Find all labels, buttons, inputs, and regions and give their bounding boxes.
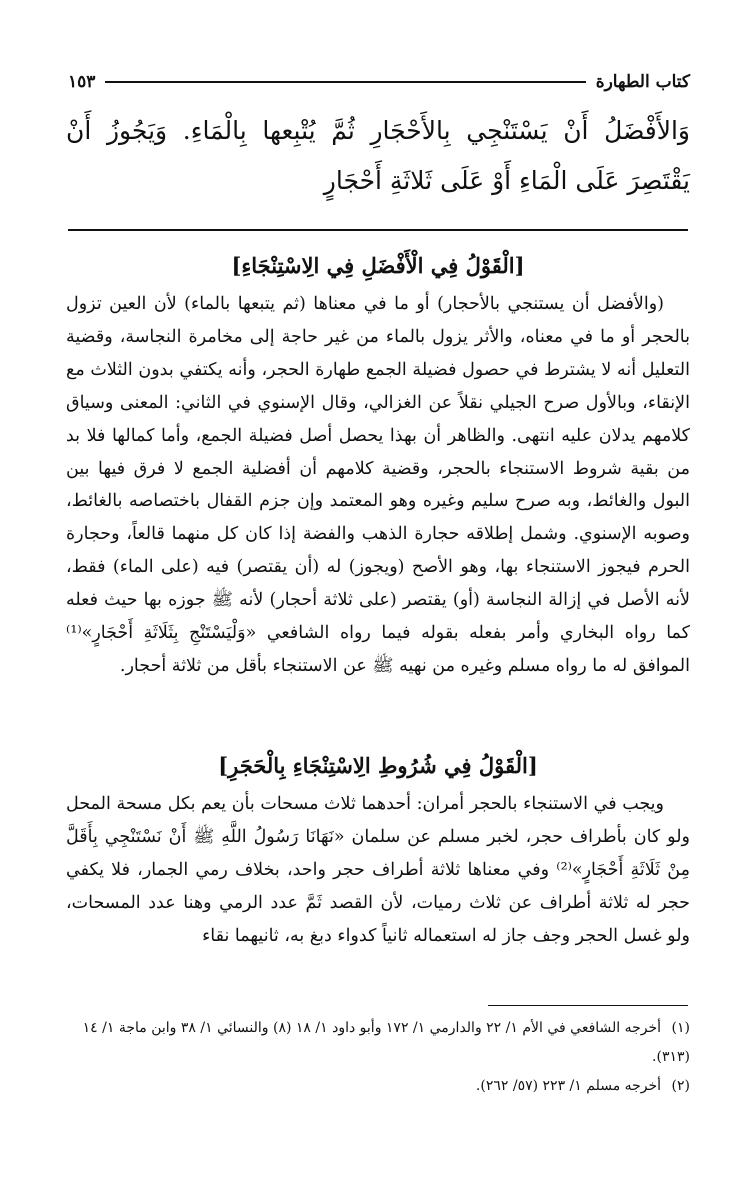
section-body-afdal [66, 288, 690, 683]
page-number: ١٥٣ [68, 72, 96, 92]
footnote-number: (٢) [671, 1078, 690, 1094]
matn-text: وَالأَفْضَلُ أَنْ يَسْتَنْجِي بِالأَحْجَارِ ثُمَّ يُتْبِعها بِالْمَاءِ. وَيَجُوزُ أَنْ يَقْتَصِرَ عَلَى الْمَاءِ أَوْ عَلَى ثَلاثَةِ أَحْجَارٍ [66, 116, 690, 195]
paragraph-shurut: ويجب في الاستنجاء بالحجر أمران: أحدهما ثلاث مسحات بأن يعم بكل مسحة المحل ولو كان بأطراف حجر، لخبر مسلم عن سلمان «نَهَانَا رَسُولُ اللَّهِ ﷺ أَنْ نَسْتَنْجِي بِأَقَلَّ مِنْ ثَلَاثَةِ أَحْجَارٍ»⁽²⁾ وفي معناها ثلاثة أطراف حجر واحد، بخلاف رمي الجمار، فلا يكفي حجر له ثلاثة أطراف عن ثلاث رميات، لأن القصد ثَمَّ عدد الرمي وهنا عدد المسحات، ولو غسل الحجر وجف جاز له استعماله ثانياً كدواء دبغ به، ثانيهما نقاء [66, 794, 690, 946]
running-header [68, 66, 690, 98]
section-heading-afdal: [الْقَوْلُ فِي الْأَفْضَلِ فِي الِاسْتِنْجَاءِ] [231, 253, 525, 278]
footnote-number: (١) [671, 1020, 690, 1036]
header-rule [105, 81, 585, 83]
paragraph-afdal: (والأفضل أن يستنجي بالأحجار) أو ما في معناها (ثم يتبعها بالماء) لأن العين تزول بالحجر أو ما في معناه، والأثر يزول بالماء من غير حاجة إلى مخامرة النجاسة، وقضية التعليل أنه لا يشترط في حصول فضيلة الجمع طهارة الحجر، وأنه يكتفي بدون الثلاث مع الإنقاء، وبالأول صرح الجيلي نقلاً عن الغزالي، وقال الإسنوي في الثاني: المعنى وسياق كلامهم يدلان عليه انتهى. والظاهر أن بهذا يحصل أصل فضيلة الجمع، وأما كمالها فلا بد من بقية شروط الاستنجاء بالحجر، وقضية كلامهم أن أفضلية الجمع لا فرق فيها بين البول والغائط، وبه صرح سليم وغيره وهو المعتمد وإن جزم القفال باختصاصه بالغائط، وصوبه الإسنوي. وشمل إطلاقه حجارة الذهب والفضة إذا كان كل منهما قالعاً، وحجارة الحرم فيجوز الاستنجاء بها، وهو الأصح (ويجوز) له (أن يقتصر) فيه (على الماء) فقط، لأنه الأصل في إزالة النجاسة (أو) يقتصر (على ثلاثة أحجار) لأنه ﷺ جوزه بها حيث فعله كما رواه البخاري وأمر بفعله بقوله فيما رواه الشافعي «وَلْيَسْتَنْجِ بِثَلَاثَةِ أَحْجَارٍ»⁽¹⁾ الموافق له ما رواه مسلم وغيره من نهيه ﷺ عن الاستنجاء بأقل من ثلاثة أحجار. [66, 294, 690, 676]
section-heading-shurut: [الْقَوْلُ فِي شُرُوطِ الِاسْتِنْجَاءِ بِالْحَجَرِ] [218, 753, 538, 778]
footnotes [66, 1014, 690, 1101]
footnote-1 [66, 1014, 690, 1072]
section-body-shurut [66, 788, 690, 953]
footnote-separator [488, 1005, 688, 1006]
book-title: كتاب الطهارة [595, 72, 690, 92]
footnote-text: أخرجه مسلم ١/ ٢٢٣ (٥٧/ ٢٦٢). [475, 1078, 662, 1094]
footnote-text: أخرجه الشافعي في الأم ١/ ٢٢ والدارمي ١/ ١٧٢ وأبو داود ١/ ١٨ (٨) والنسائي ١/ ٣٨ وابن ماجة ١/ ١٤ (٣١٣). [82, 1020, 690, 1065]
matn-separator [68, 229, 688, 231]
footnote-2 [66, 1072, 690, 1101]
